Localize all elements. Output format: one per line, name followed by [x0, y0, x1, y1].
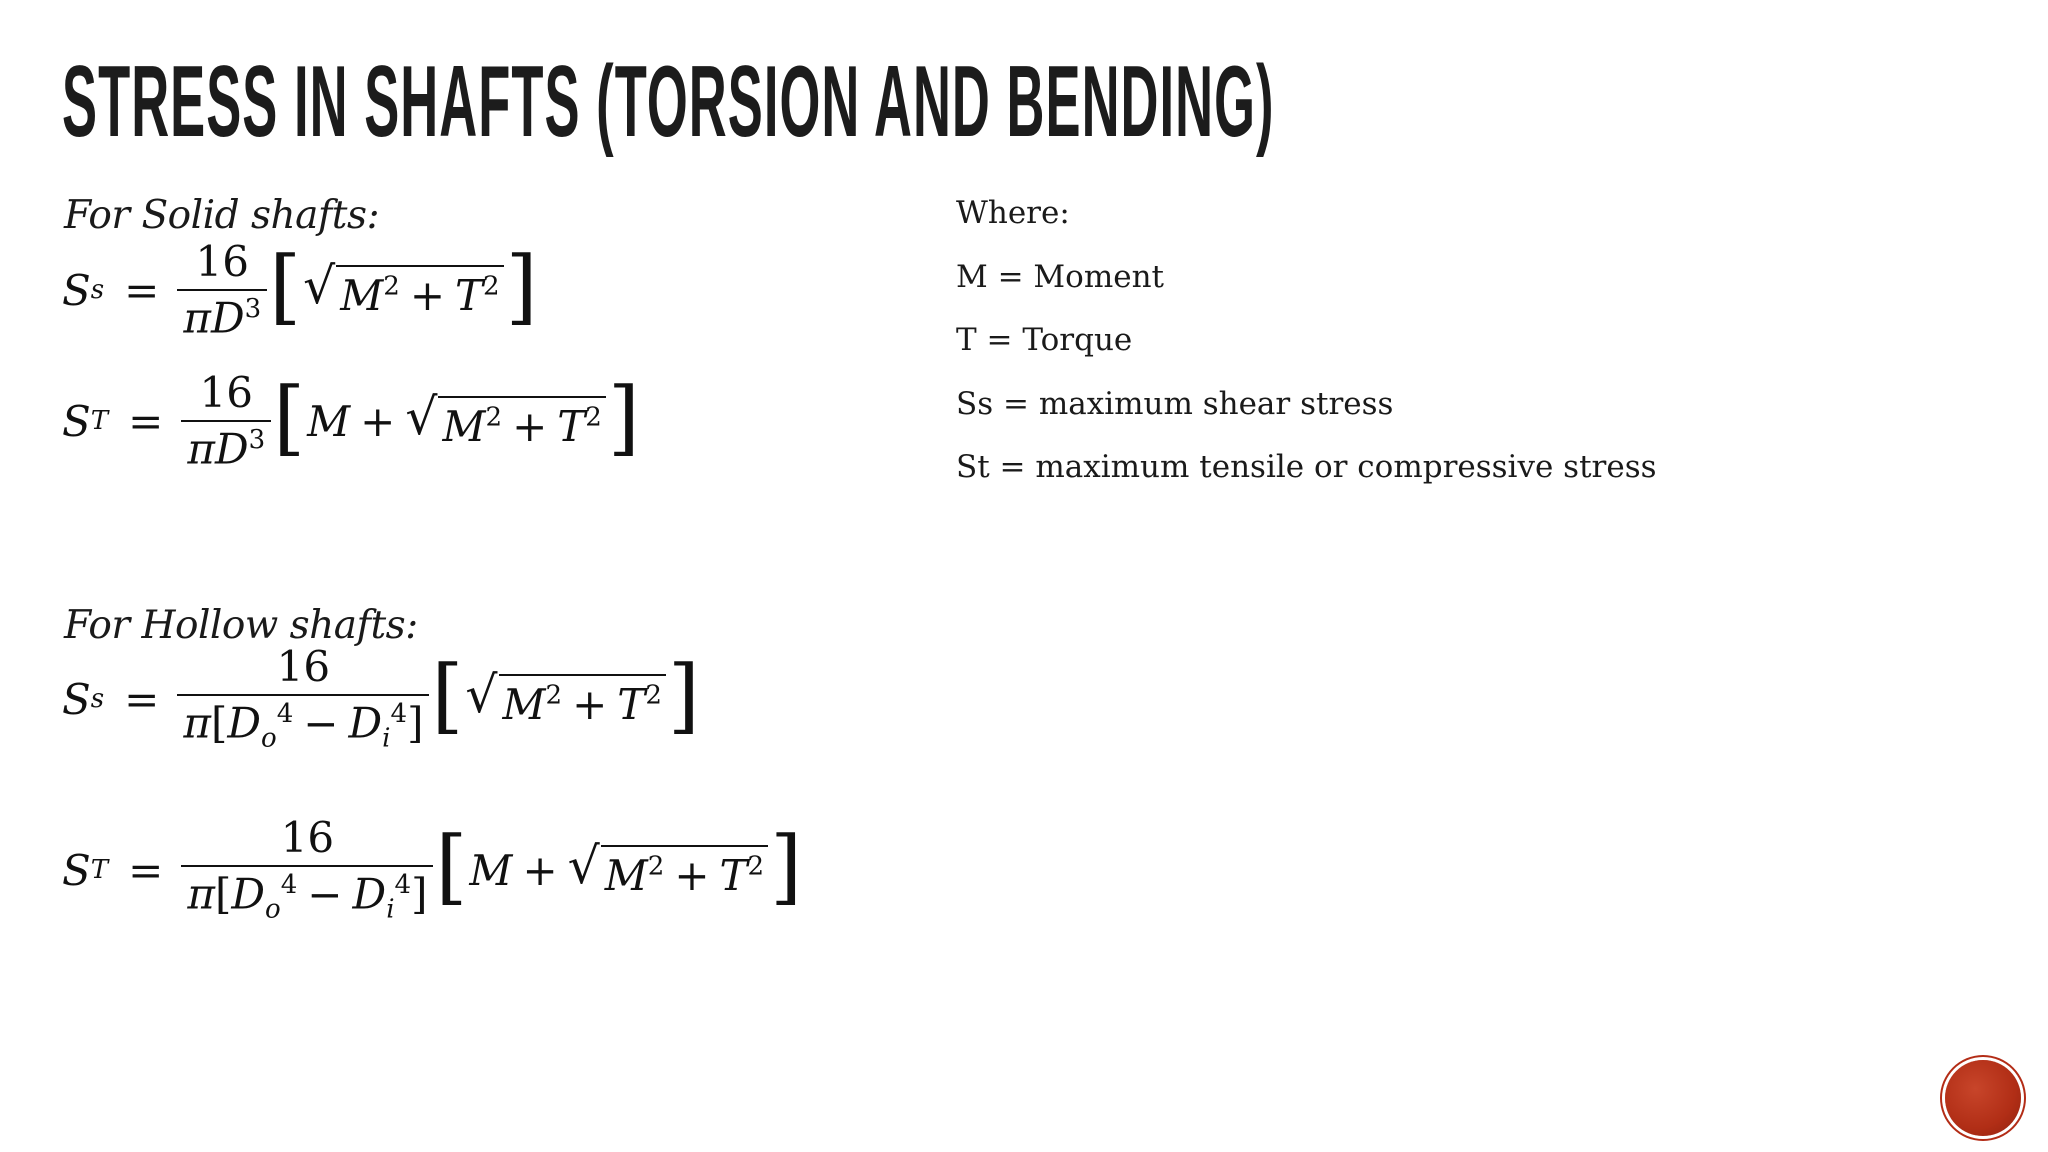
hollow-shear-stress-equation — [62, 644, 702, 754]
eq-lhs-subscript: s — [90, 275, 105, 305]
fraction-numerator: 16 — [195, 236, 249, 286]
eq-lhs-subscript: T — [90, 855, 109, 885]
hollow-tensile-stress-equation: S T = $\frac{16}{\pi[D_o^4 - D_i^4]}$ [ M + √ $M^2 + T^2$ ] — [62, 813, 803, 926]
solid-tensile-stress-equation: S T = $\frac{16}{\pi D^3}$ [ M + √ $M^2 + T^2$ ] — [62, 367, 640, 474]
fraction — [177, 644, 429, 754]
square-root: √ $M^2 + T^2$ — [405, 392, 605, 451]
fraction — [181, 815, 433, 925]
legend-item-torque: T = Torque — [956, 322, 1133, 358]
square-root: √ $M^2 + T^2$ — [303, 261, 503, 320]
left-bracket: [ — [431, 648, 464, 744]
moment-symbol: M — [307, 396, 351, 446]
variable-legend — [956, 193, 1657, 511]
eq-lhs-subscript: s — [90, 684, 105, 714]
square-root: √ $M^2 + T^2$ — [568, 841, 768, 900]
fraction-numerator: 16 — [276, 642, 331, 692]
fraction-numerator: 16 — [280, 813, 335, 863]
right-bracket: ] — [667, 648, 700, 744]
legend-heading: Where: — [956, 195, 1070, 231]
left-bracket: [ — [273, 370, 306, 466]
fraction — [177, 236, 267, 343]
fraction-denominator: $\pi D^3$ — [177, 289, 267, 342]
eq-lhs-symbol: S — [62, 396, 91, 446]
eq-lhs-subscript: T — [90, 406, 109, 436]
slide-nav-circle-icon[interactable] — [1945, 1060, 2021, 1136]
eq-lhs-symbol: S — [62, 265, 91, 315]
legend-item-shear-stress: Ss = maximum shear stress — [956, 385, 1394, 422]
fraction — [181, 367, 271, 474]
right-bracket: ] — [770, 819, 803, 915]
solid-shear-stress-equation — [62, 235, 540, 345]
equals-sign: = — [124, 674, 160, 724]
fraction-denominator: $\pi[D_o^4 - D_i^4]$ — [181, 865, 433, 924]
slide-title: STRESS IN SHAFTS (TORSION AND BENDING) — [62, 46, 1275, 158]
hollow-shafts-label: For Hollow shafts: — [64, 603, 418, 648]
eq-lhs-symbol: S — [62, 674, 91, 724]
square-root: √ $M^2 + T^2$ — [465, 670, 665, 729]
eq-lhs-symbol: S — [62, 845, 91, 895]
equals-sign: = — [128, 845, 164, 895]
right-bracket: ] — [505, 239, 538, 335]
legend-item-moment: M = Moment — [956, 258, 1164, 295]
fraction-denominator: $\pi D^3$ — [181, 420, 271, 473]
fraction-numerator: 16 — [199, 367, 253, 417]
equals-sign: = — [124, 265, 160, 315]
moment-symbol: M — [469, 845, 513, 895]
equals-sign: = — [128, 396, 164, 446]
fraction-denominator: $\pi[D_o^4 - D_i^4]$ — [177, 694, 429, 753]
left-bracket: [ — [269, 239, 302, 335]
legend-item-tensile-stress: St = maximum tensile or compressive stress — [956, 449, 1657, 485]
right-bracket: ] — [607, 370, 640, 466]
solid-shafts-label: For Solid shafts: — [64, 193, 380, 238]
left-bracket: [ — [435, 819, 468, 915]
